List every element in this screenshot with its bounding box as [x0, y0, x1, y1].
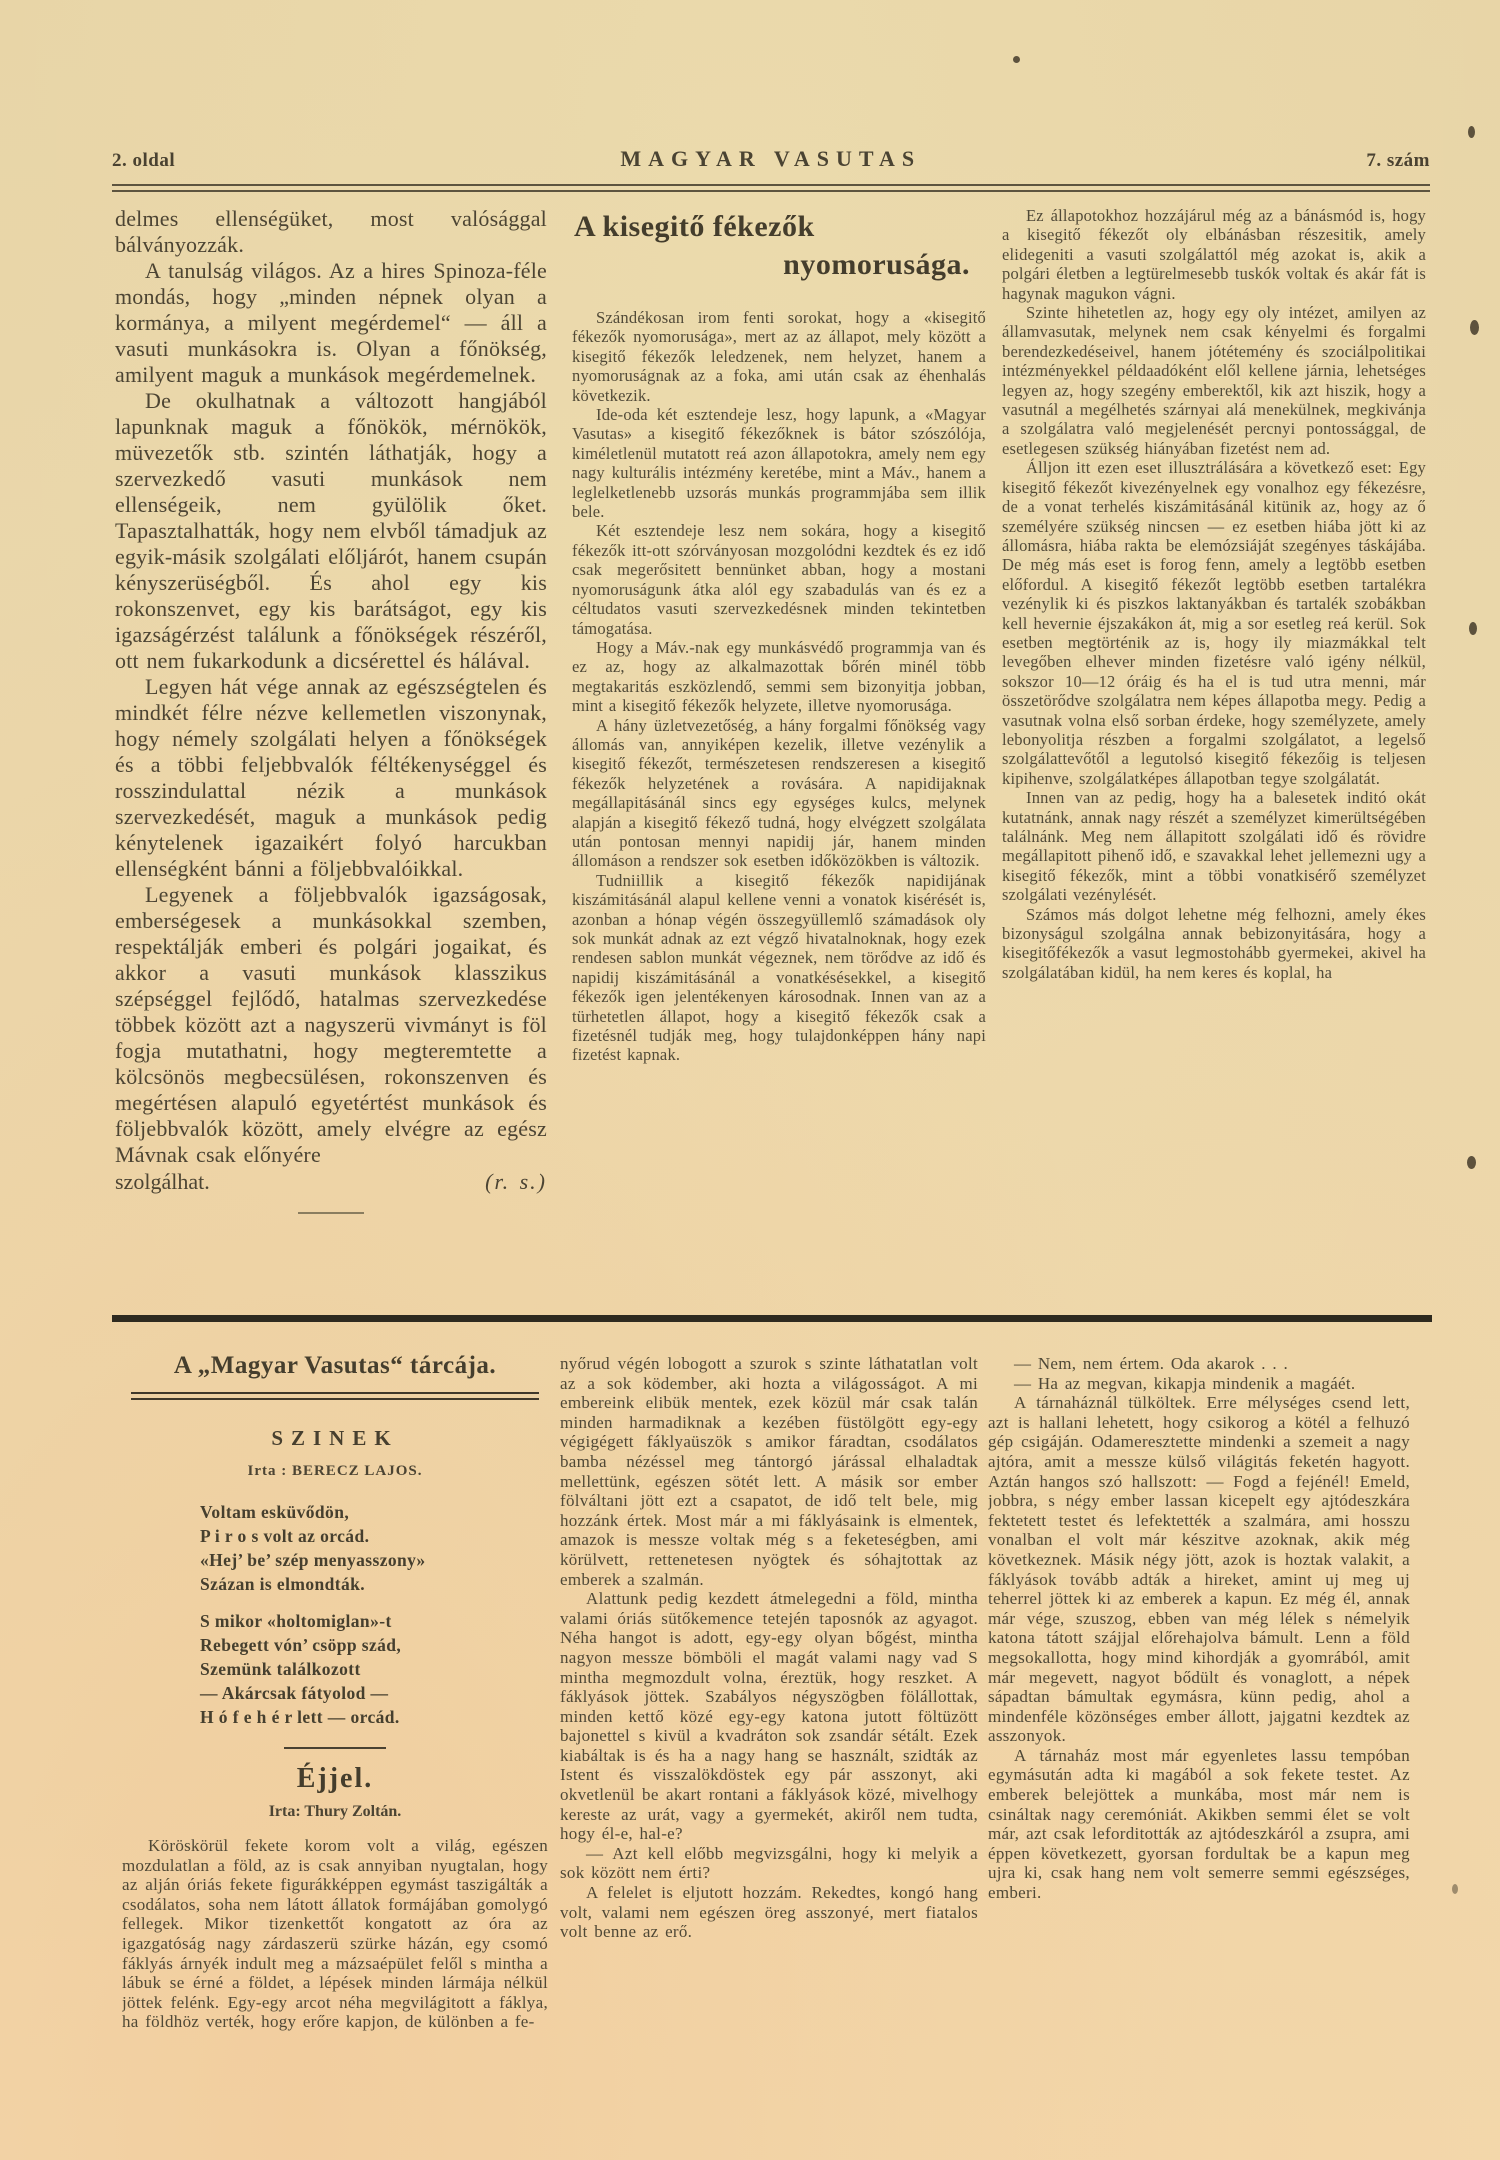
article-end-dash [298, 1212, 364, 1214]
article-headline [572, 208, 986, 284]
header-divider-rule [112, 184, 1430, 192]
running-head [112, 146, 1430, 172]
article-paragraph: Számos más dolgot lehetne még felhozni, amely ékes bizonyságul szolgálna annak bebizonyitására, hogy a kisegitőfékezők a vasut legmostohább gyermekei, akivel ha szolgálatában kidül, ha nem keres és koplal, ha [1002, 904, 1426, 982]
article-paragraph: Hogy a Máv.-nak egy munkásvédő programmja van és ez az, hogy az alkalmazottak bőrén minél több megtakaritás eszközlendő, semmi sem bizonyitja jobban, mint a kisegitő fékezők helyzete, illetve nyomorusága. [572, 637, 986, 716]
article-signature-row [115, 1168, 547, 1196]
stanza-gap [122, 1596, 548, 1609]
article-paragraph: Ide-oda két esztendeje lesz, hogy lapunk, a «Magyar Vasutas» a kisegitő fékezőknek is bátor szószólója, kiméletlenül mutatott reá azon állapotokra, amely nem egy nagy kulturális intézmény keretébe, mint a Máv., hanem a leglelketlenebb uzsorás munkás programmjába sem illik bele. [572, 405, 986, 522]
poem-line: S mikor «holtomiglan»-t [200, 1611, 392, 1631]
article-paragraph: Ez állapotokhoz hozzájárul még az a bánásmód is, hogy a kisegitő fékezőt oly elbánásban részesitik, amely elidegeniti a vasuti szolgálattól még azokat is, akik a polgári életben a legtürelmesebb tuskók voltak és akár fát is hagynak magukon vágni. [1002, 206, 1426, 303]
author-initials: (r. s.) [485, 1169, 547, 1194]
fekezok-article-column-2 [1002, 206, 1426, 1312]
issue-number-label: 7. szám [1366, 150, 1430, 171]
paper-speck [1468, 126, 1475, 138]
tarca-column-1 [122, 1350, 548, 2142]
poem-end-rule [284, 1747, 386, 1749]
poem-byline: Irta : BERECZ LAJOS. [247, 1463, 423, 1479]
poem-body [122, 1500, 548, 1729]
story-paragraph: A felelet is eljutott hozzám. Rekedtes, kongó hang volt, valami nem egészen öreg asszonyé, mert fiatalos volt benne az erő. [560, 1883, 978, 1942]
page-number-label: 2. oldal [112, 150, 176, 171]
poem-line: — Akárcsak fátyolod — [200, 1683, 389, 1703]
story-paragraph: A tárnaház most már egyenletes lassu tempóban egymásután adta ki magából a sok fekete testet. Az emberek belejöttek a munkába, most már nem is csináltak nagy ceremóniát. Akikben semmi élet se volt már, azt csak leforditották az ajtódeszkáról a zsupra, ami éppen következett, gyorsan fordultak be a kapun meg ujra ki, csak hang nem volt semerre semmi egészséges, emberi. [988, 1745, 1410, 1903]
lead-paragraph: A tanulság világos. Az a hires Spinoza-féle mondás, hogy „minden népnek olyan a kormánya, a milyent megérdemel“ — áll a vasuti munkásokra is. Olyan a főnökség, amilyent maguk a munkások megérdemelnek. [115, 258, 547, 387]
story-paragraph: — Azt kell előbb megvizsgálni, hogy ki melyik a sok között nem érti? [560, 1843, 978, 1883]
article-paragraph: Szándékosan irom fenti sorokat, hogy a «kisegitő fékezők nyomorusága», mert az az állapot, mely között a kisegitő fékezők leledzenek, nem helyzet, hanem a nyomoruságnak az a foka, ami után csak az éhenhalás következik. [572, 308, 986, 405]
paper-speck [1013, 56, 1020, 63]
poem-line: Százan is elmondták. [200, 1574, 366, 1594]
tarca-column-3 [988, 1354, 1410, 2146]
paper-speck [1470, 320, 1479, 335]
story-paragraph: Alattunk pedig kezdett átmelegedni a föld, mintha valami óriás sütőkemence tetején taposnók az agyagot. Néha hangot is adott, egy-egy olyan bőgést, mintha nagyon messze bömböli el magát valami nagy vad S mintha megmozdult volna, éreztük, hogy reszket. A fáklyások jöttek. Szabályos négyszögben fölállottak, minden kettő közé egy-egy katona jutott föltüzött bajonettel s kivül a kvadráton sok zsandár sétált. Ezek kiabáltak is és ha a nagy hang se használt, szidták az Istent és visszalökdöstek egy pár asszonyt, aki okvetlenül be akart rontani a fáklyások közé, mivelhogy kereste az urát, vagy a gyermekét, akiről nem tudta, hogy él-e, hal-e? [560, 1589, 978, 1844]
lead-paragraph: Legyen hát vége annak az egészségtelen és mindkét félre nézve kellemetlen viszonynak, hogy némely szolgálati helyen a főnökségek és a többi feljebbvalók féltékenységgel és rosszindulattal nézik a munkások szervezkedését, maguk a munkások pedig kénytelenek igazaikért folyó harcukban ellenségként bánni a följebbvalóikkal. [115, 674, 547, 881]
lead-paragraph: delmes ellenségüket, most valósággal bálványozzák. [115, 206, 547, 257]
paper-speck [1452, 1884, 1458, 1894]
poem-line: P i r o s volt az orcád. [200, 1526, 370, 1546]
section-divider-rule [112, 1315, 1432, 1322]
lead-article-column [115, 206, 547, 1310]
story-title: Éjjel. [296, 1763, 374, 1794]
poem-title: SZINEK [271, 1426, 399, 1450]
poem-line: Rebegett vón’ csöpp szád, [200, 1635, 402, 1655]
article-paragraph: Álljon itt ezen eset illusztrálására a következő eset: Egy kisegitő fékezőt kivezényelnek egy vonalhoz egy fékezésre, de a vonat terhelés kiszámitásánál kitünik az, hogy az ő személyére szükség nincsen — ez esetben hiába jött ki az állomásra, hiába rakta be elemózsiáját szegényes táskájába. De még más eset is forog fenn, amely a legtöbb esetben előfordul. A kisegitő fékezőt legtöbb esetben tartalékra vezénylik ki és piszkos laktanyákban és tartalék szobákban kell hevernie éjszakákon át, mig a sor esetleg reá kerül. Sok esetben megtörténik az is, hogy ily miazmákkal telt levegőben elhever minden fizetésre való igény nélkül, sokszor 10—12 óráig és ha el is tud utra menni, már összetörődve szolgálatra nem képes állapotba megy. Pedig a vasutnak volna első sorban érdeke, hogy személyzete, amely lebonyolitja részben a forgalmi szolgálatot, a legelső szolgálattevőtől a legutolsó kisegitő fékezőig is teljesen kipihenve, szolgálatképes állapotban tegye szolgálatát. [1002, 458, 1426, 788]
fekezok-article-column-1 [572, 206, 986, 1312]
article-paragraph: Tudniillik a kisegitő fékezők napidijának kiszámitásánál alapul kellene venni a vonatok kisérését is, azonban a hónap végén összegyüllemlő számadások oly sok munkát adnak az ezt végző hivatalnoknak, hogy ezek rendesen sablon munkát végeznek, nem törődve az idő és napidij kiszámitásánál a vonatkésésekkel, a kisegitő fékezők igen jelentékenyen károsodnak. Innen van az a türhetetlen állapot, hogy a kisegitő fékezők csak a fizetésnél tudják meg, hogy tulajdonképpen hány napi fizetést kapnak. [572, 870, 986, 1065]
article-paragraph: Innen van az pedig, hogy ha a balesetek inditó okát kutatnánk, annak nagy részét a személyzet kimerültségében találnánk. Meg nem állapitott szolgálati idő és rövidre megállapitott pihenő idő, e szavakkal lehet jellemezni ugy a kisegitő fékezők, mint a többi vonatkisérő személyzet szolgálati vezénylését. [1002, 788, 1426, 905]
paper-speck [1467, 1156, 1476, 1169]
lead-paragraph: De okulhatnak a változott hangjából lapunknak maguk a főnökök, mérnökök, müvezetők stb. szintén láthatják, hogy a szervezkedő vasuti munkások nem ellenségeik, nem gyülölik őket. Tapasztalhatták, hogy nem elvből támadjuk az egyik-másik szolgálati előljárót, hanem csupán kényszerüségből. És ahol egy kis rokonszenvet, egy kis barátságot, egy kis igazságérzést találunk a főnökségek részéről, ott nem fukarkodunk a dicsérettel és hálával. [115, 388, 547, 673]
story-paragraph: nyőrud végén lobogott a szurok s szinte láthatatlan volt az a sok ködember, aki hozta a világosságot. A mi embereink elibük mentek, ezek közül már csak talán minden harmadiknak a kezében füstölgött egy-egy végigégett fáklyaüszök s amikor fáradtan, csodálatos bamba nézéssel meg tántorgó járással elhaladtak mellettünk, egészen sötét lett. A másik sor ember fölváltani jött ezt a csapatot, de idő telt bele, mig hozzánk értek. Most már a mi fáklyásaink is elmentek, amazok is messze voltak még s a feketeségben, ami körülvett, rettenetesen nyögtek és sóhajtottak az emberek a szalmán. [560, 1354, 978, 1589]
masthead-title: MAGYAR VASUTAS [620, 146, 922, 171]
headline-line-1: A kisegitő fékezők [574, 210, 815, 243]
poem-line: Voltam esküvődön, [200, 1502, 350, 1522]
article-paragraph: Két esztendeje lesz nem sokára, hogy a kisegitő fékezők itt-ott szórványosan mozgolódni kezdtek és ez idő csak megerősitett bennünket abban, hogy a mostani nyomoruságunk átka alól egy szabadulás van és ez a céltudatos vasuti szervezkedésnek minden tekintetben támogatása. [572, 521, 986, 638]
story-paragraph: — Ha az megvan, kikapja mindenik a magáét. [1014, 1373, 1356, 1393]
headline-line-2: nyomorusága. [783, 248, 970, 281]
tarca-title-rule [131, 1392, 540, 1400]
poem-line: Szemünk találkozott [200, 1659, 361, 1679]
article-paragraph: Szinte hihetetlen az, hogy egy oly intézet, amilyen az államvasutak, melynek nem csak kényelmi és forgalmi berendezkedéseivel, hanem jótétemény és szociálpolitikai intézményekkel példaadóként elől kellene járnia, lehetséges legyen az, hogy szegény emberektől, kik azt hiszik, hogy a vasutnál a megélhetés szárnyai alá menekülnek, megkivánja a szolgálatra való megjelenését percnyi pontossággal, de esetlegesen szükség hiányában fizetést nem ad. [1002, 303, 1426, 458]
story-byline: Irta: Thury Zoltán. [268, 1803, 402, 1820]
story-paragraph: — Nem, nem értem. Oda akarok . . . [1014, 1354, 1289, 1373]
poem-line: «Hej’ be’ szép menyasszony» [200, 1550, 426, 1570]
story-paragraph: Köröskörül fekete korom volt a világ, egészen mozdulatlan a föld, az is csak annyiban nyugtalan, hogy az alján óriás fekete figurákképpen egymást taszigálták a csodálatos, soha nem látott állatok formájában gomolygó fellegek. Mikor tizenkettőt kongatott az óra az igazgatóság nagy zárdaszerü szürke házán, egy csomó fáklyás árnyék indult meg a mázsaépület felől s mintha a lábuk se érné a földet, a lépések minden lármája nélkül jöttek felénk. Egy-egy arcot néha megvilágitott a fáklya, ha földhöz verték, hogy erőre kapjon, de különben a fe- [122, 1836, 548, 2032]
poem-line: H ó f e h é r lett — orcád. [200, 1707, 400, 1727]
article-paragraph: A hány üzletvezetőség, a hány forgalmi főnökség vagy állomás van, annyiképen kezelik, illetve vezénylik a kisegitő fékezőt, természetesen rendszeresen a kisegitő fékezők helyzetének a rovására. A napidijaknak megállapitásánál sincs egy egységes kulcs, melynek alapján a kisegitő fékező tudná, hogy elvégzett szolgálata után pontosan mennyi napidij jár, hanem minden állomáson a rendszer sok esetben időközökben is változik. [572, 715, 986, 871]
tarca-section-title: A „Magyar Vasutas“ tárcája. [173, 1352, 497, 1379]
last-line-text: szolgálhat. [115, 1169, 210, 1194]
story-paragraph: A tárnaháznál tülköltek. Erre mélységes csend lett, azt is hallani lehetett, hogy csikorog a kötél a felhuzó gép csigáján. Odameresztette mindenki a szemeit a nagy ajtóra, amit a messze külső világitás feketén hagyott. Aztán hangos szó hallszott: — Fogd a fejénél! Emeld, jobbra, s négy ember lassan kicepelt egy ajtódeszkára fektetett testet és lefektették a szalmára, ami hosszu vonalban el volt már készitve azoknak, akik még következnek. Másik négy jött, azok is hoztak valakit, a fáklyások tovább adták a hireket, amint uj meg uj teherrel jöttek ki az emberek a kapun. Ez még él, annak már vége, szuszog, ebben van még lélek s némelyik katona tátott szájjal előrehajolva bámult. Lenn a föld megsokallotta, hogy mind kihordják a gyomrából, amit már megevett, nagyot bődült és vonaglott, a népek sápadtan bámultak egymásra, künn pedig, ahol a mindenféle közönséges ember állott, jajgatni kezdtek az asszonyok. [988, 1393, 1410, 1746]
paper-speck [1469, 622, 1477, 635]
lead-paragraph: Legyenek a följebbvalók igazságosak, emberségesek a munkásokkal szemben, respektálják emberi és polgári jogaikat, és akkor a vasuti munkások klasszikus szépséggel fejlődő, hatalmas szervezkedése többek között azt a nagyszerü vivmányt is föl fogja mutathatni, hogy megteremtette a kölcsönös megbecsülésen, rokonszenven és megértésen alapuló egyetértést munkások és följebbvalók között, amely elvégre az egész Mávnak csak előnyére [115, 882, 547, 1167]
tarca-column-2 [560, 1354, 978, 2146]
